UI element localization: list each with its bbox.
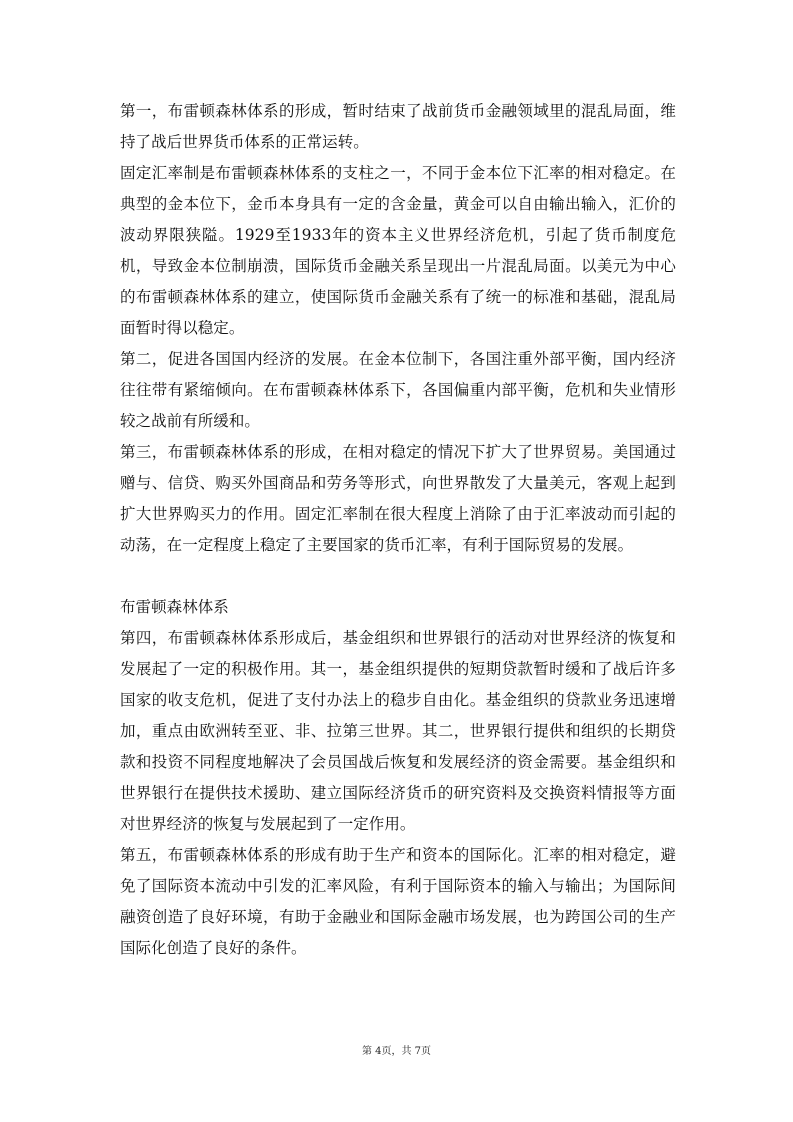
paragraph-6: 第五，布雷顿森林体系的形成有助于生产和资本的国际化。汇率的相对稳定，避免了国际资本流动中引发的汇率风险，有利于国际资本的输入与输出；为国际间融资创造了良好环境，有助于金融业和国际金融市场发展，也为跨国公司的生产国际化创造了良好的条件。 [120, 846, 676, 957]
blank-line [120, 561, 676, 592]
paragraph-5: 第四，布雷顿森林体系形成后，基金组织和世界银行的活动对世界经济的恢复和发展起了一定的积极作用。其一，基金组织提供的短期贷款暂时缓和了战后许多国家的收支危机，促进了支付办法上的稳步自由化。基金组织的贷款业务迅速增加，重点由欧洲转至亚、非、拉第三世界。其二，世界银行提供和组织的长期贷款和投资不同程度地解决了会员国战后恢复和发展经济的资金需要。基金组织和世界银行在提供技术援助、建立国际经济货币的研究资料及交换资料情报等方面对世界经济的恢复与发展起到了一定作用。 [120, 629, 676, 833]
paragraph-1: 第一，布雷顿森林体系的形成，暂时结束了战前货币金融领域里的混乱局面，维持了战后世界货币体系的正常运转。 [120, 102, 676, 151]
paragraph-2: 固定汇率制是布雷顿森林体系的支柱之一，不同于金本位下汇率的相对稳定。在典型的金本位下，金币本身具有一定的含金量，黄金可以自由输出输入，汇价的波动界限狭隘。1929至1933年的资本主义世界经济危机，引起了货币制度危机，导致金本位制崩溃，国际货币金融关系呈现出一片混乱局面。以美元为中心的布雷顿森林体系的建立，使国际货币金融关系有了统一的标准和基础，混乱局面暂时得以稳定。 [120, 164, 676, 337]
section-heading: 布雷顿森林体系 [120, 598, 229, 616]
body-text [120, 96, 676, 964]
paragraph-4: 第三，布雷顿森林体系的形成，在相对稳定的情况下扩大了世界贸易。美国通过赠与、信贷、购买外国商品和劳务等形式，向世界散发了大量美元，客观上起到扩大世界购买力的作用。固定汇率制在很大程度上消除了由于汇率波动而引起的动荡，在一定程度上稳定了主要国家的货币汇率，有利于国际贸易的发展。 [120, 443, 676, 554]
page-footer: 第 4页，共 7页 [361, 1046, 432, 1057]
paragraph-3: 第二，促进各国国内经济的发展。在金本位制下，各国注重外部平衡，国内经济往往带有紧缩倾向。在布雷顿森林体系下，各国偏重内部平衡，危机和失业情形较之战前有所缓和。 [120, 350, 676, 430]
